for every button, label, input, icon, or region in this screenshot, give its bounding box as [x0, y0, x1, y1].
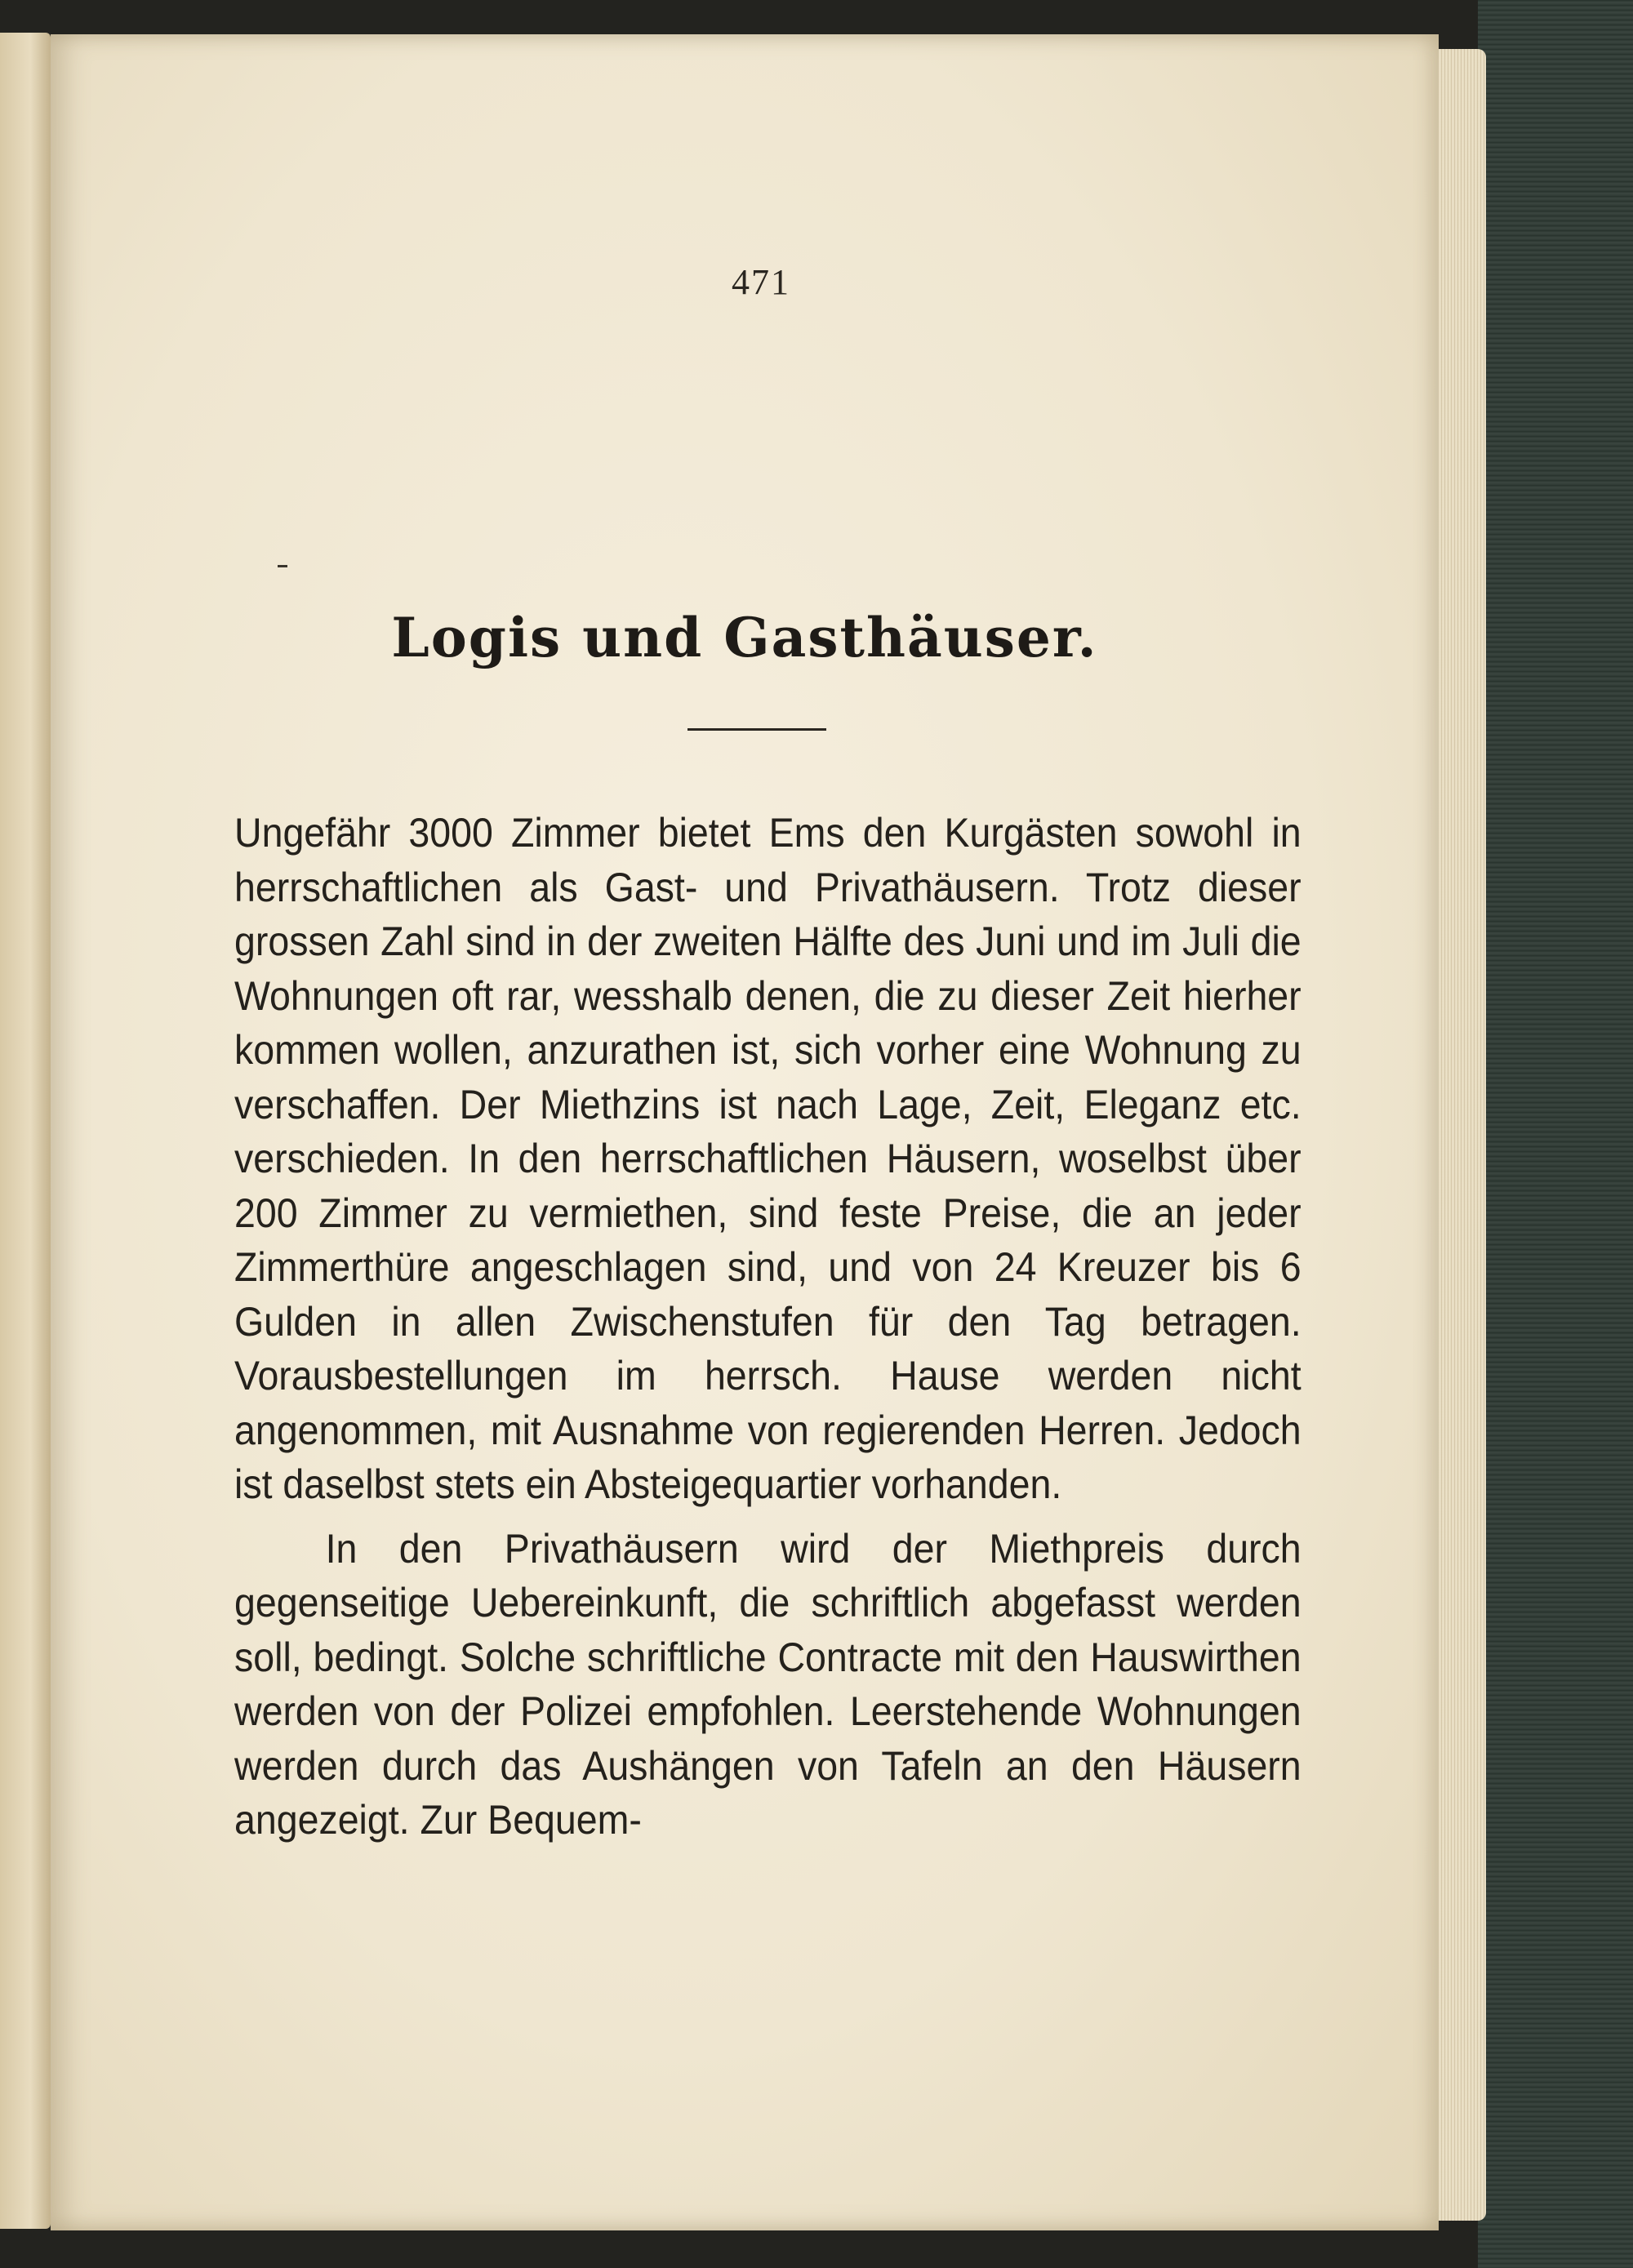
- facing-page-edge: [0, 33, 51, 2229]
- page-number: 471: [732, 262, 790, 302]
- book-page: [51, 34, 1439, 2230]
- chapter-title: Logis und Gasthäuser.: [391, 606, 1098, 669]
- margin-mark: [278, 565, 287, 567]
- body-text: [234, 806, 1302, 1848]
- paragraph-1: Ungefähr 3000 Zimmer bietet Ems den Kurgästen sowohl in herrschaftlichen als Gast- und Privathäusern. Trotz dieser grossen Zahl sind in der zweiten Hälfte des Juni und im Juli die Wohnungen oft rar, wesshalb denen, die zu dieser Zeit hierher kommen wollen, anzurathen ist, sich vorher eine Wohnung zu verschaffen. Der Miethzins ist nach Lage, Zeit, Eleganz etc. verschieden. In den herrschaftlichen Häusern, woselbst über 200 Zimmer zu vermiethen, sind feste Preise, die an jeder Zimmerthüre angeschlagen sind, und von 24 Kreuzer bis 6 Gulden in allen Zwischenstufen für den Tag betragen. Vorausbestellungen im herrsch. Hause werden nicht angenommen, mit Ausnahme von regierenden Herren. Jedoch ist daselbst stets ein Absteigequartier vorhanden.: [234, 810, 1302, 1507]
- title-divider: [687, 728, 826, 731]
- paragraph-2: In den Privathäusern wird der Miethpreis durch gegenseitige Uebereinkunft, die schriftlich abgefasst werden soll, bedingt. Solche schriftliche Contracte mit den Hauswirthen werden von der Polizei empfohlen. Leerstehende Wohnungen werden durch das Aushängen von Tafeln an den Häusern angezeigt. Zur Bequem-: [234, 1525, 1302, 1843]
- book-cloth-cover: [1478, 0, 1633, 2268]
